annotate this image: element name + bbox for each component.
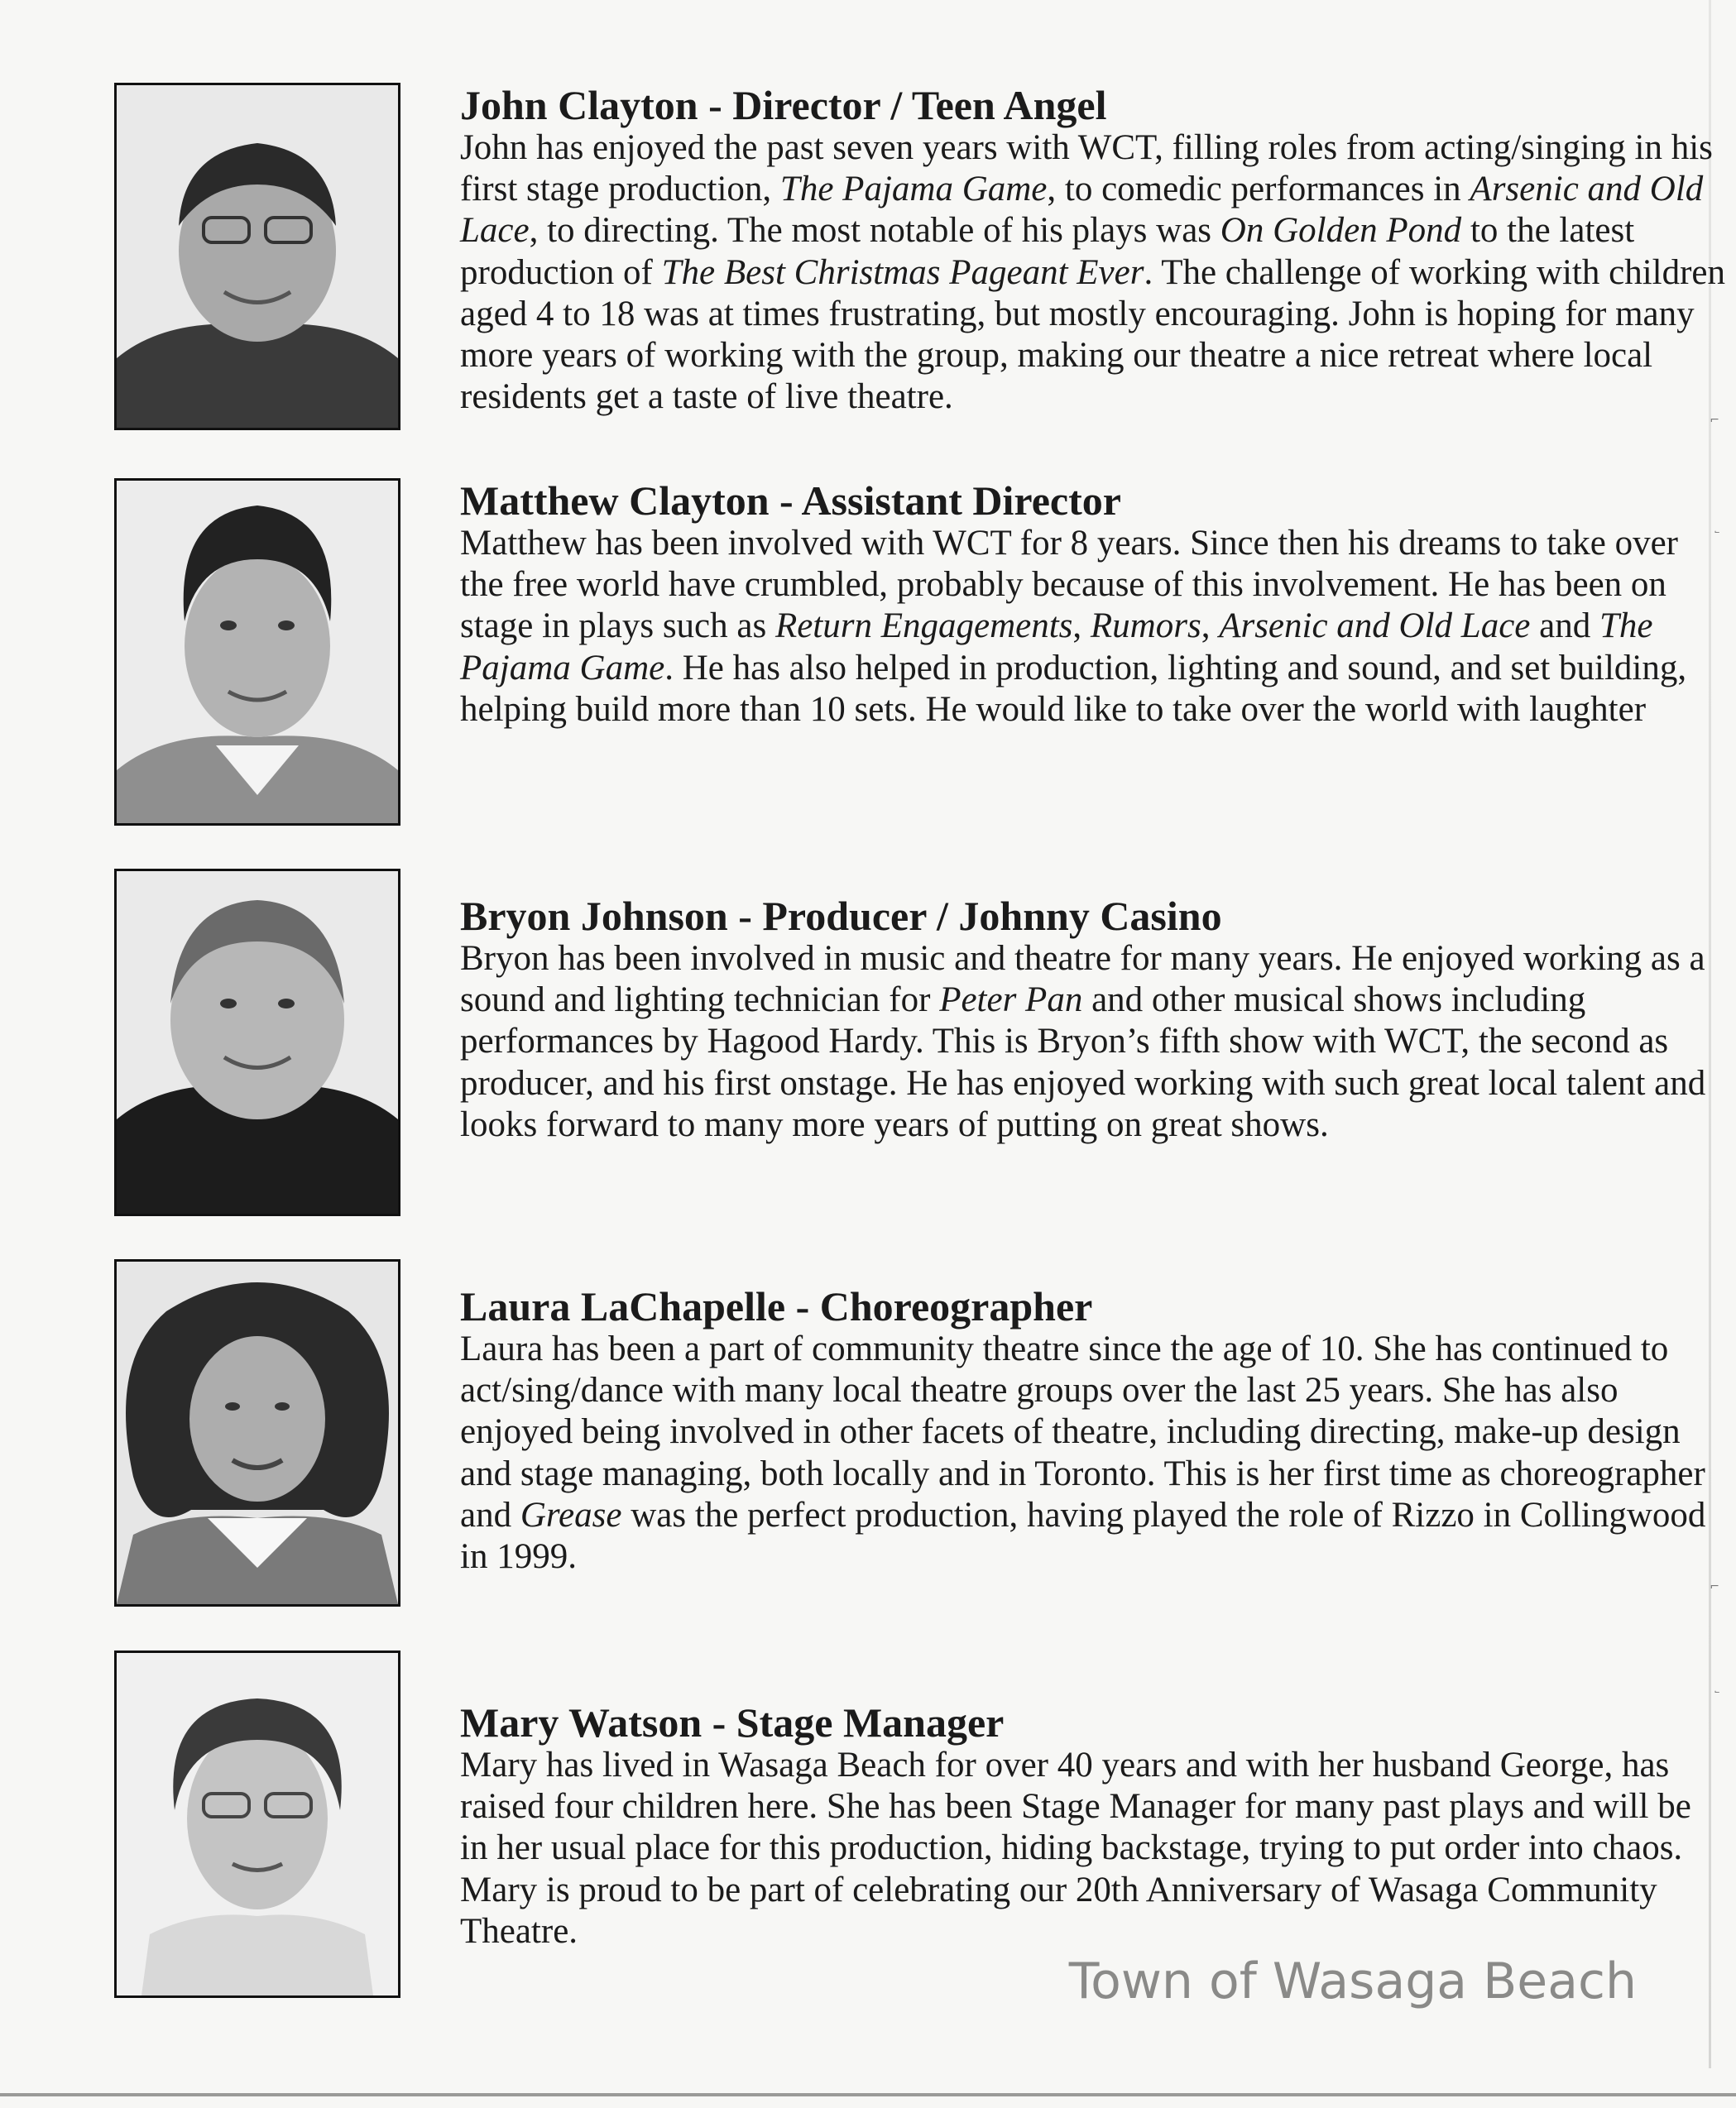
title-reference: Rumors (1090, 606, 1201, 646)
bio-text-run: , (1201, 606, 1220, 646)
watermark-text: Town of Wasaga Beach (1068, 1952, 1637, 2010)
bio-name-heading: Matthew Clayton - Assistant Director (460, 477, 1121, 524)
person-silhouette-icon (117, 871, 398, 1214)
title-reference: Return Engagements (774, 606, 1073, 646)
headshot-photo (114, 1650, 400, 1998)
title-reference: On Golden Pond (1220, 211, 1462, 251)
bio-name-heading: Laura LaChapelle - Choreographer (460, 1283, 1093, 1329)
bio-text-run: and other musical shows including performances by Hagood Hardy. This is Bryon’s fifth show with WCT, the second as producer, and his first onstage. He has enjoyed working with such great local talent and looks forward to many more years of putting on great shows. (460, 980, 1706, 1144)
person-silhouette-icon (117, 85, 398, 428)
bio-text-run: was the perfect production, having played the role of Rizzo in Collingwood in 1999. (460, 1495, 1706, 1577)
bio-paragraph (460, 1329, 1726, 1578)
page-bottom-rule (0, 2093, 1736, 2096)
margin-mark: ˾ (1714, 1680, 1719, 1694)
title-reference: Peter Pan (939, 980, 1083, 1020)
title-reference: The Pajama Game (460, 606, 1653, 687)
bio-text-run: , (1072, 606, 1091, 646)
title-reference: The Best Christmas Pageant Ever (661, 252, 1144, 292)
bio-text-run: Mary has lived in Wasaga Beach for over 40 years and with her husband George, has raised four children here. She has been Stage Manager for many past plays and will be in her usual place for this production, hiding backstage, trying to put order into chaos. Mary is proud to be part of celebrating our 20th Anniversary of Wasaga Community Theatre. (460, 1746, 1691, 1951)
headshot-photo (114, 83, 400, 430)
person-silhouette-icon (117, 481, 398, 823)
bio-text-run: John has enjoyed the past seven years with WCT, filling roles from acting/singing in his first stage production, (460, 128, 1713, 209)
headshot-photo (114, 1259, 400, 1607)
bio-text-run: Matthew has been involved with WCT for 8 years. Since then his dreams to take over the free world have crumbled, probably because of this involvement. He has been on stage in plays such as (460, 524, 1678, 646)
margin-mark: ⌐ (1710, 1580, 1719, 1593)
title-reference: Arsenic and Old Lace (460, 170, 1704, 251)
bio-text-run: . The challenge of working with children aged 4 to 18 was at times frustrating, but mostly encouraging. John is hoping for many more years of working with the group, making our theatre a nice retreat where local residents get a taste of live theatre. (460, 252, 1725, 417)
margin-mark: ⌐ (1710, 414, 1719, 427)
title-reference: Grease (520, 1495, 622, 1535)
bio-name-heading: John Clayton - Director / Teen Angel (460, 82, 1107, 128)
title-reference: The Pajama Game (779, 170, 1048, 209)
person-silhouette-icon (117, 1653, 398, 1995)
bio-paragraph (460, 523, 1726, 731)
bio-paragraph (460, 127, 1726, 418)
bio-text-run: Laura has been a part of community theatre since the age of 10. She has continued to act/sing/dance with many local theatre groups over the last 25 years. She has also enjoyed being involved in other facets of theatre, including directing, make-up design and stage managing, both locally and in Toronto. This is her first time as choreographer and (460, 1329, 1705, 1535)
headshot-photo (114, 478, 400, 826)
title-reference: Arsenic and Old Lace (1219, 606, 1531, 646)
bio-text-run: , to comedic performances in (1047, 170, 1470, 209)
bio-paragraph (460, 938, 1726, 1146)
person-silhouette-icon (117, 1262, 398, 1604)
margin-mark: ˾ (1714, 520, 1719, 534)
bio-text-run: , to directing. The most notable of his plays was (529, 211, 1220, 251)
bio-text-run: to the latest production of (460, 211, 1635, 292)
bio-name-heading: Bryon Johnson - Producer / Johnny Casino (460, 893, 1222, 939)
bio-text-run: Bryon has been involved in music and theatre for many years. He enjoyed working as a sound and lighting technician for (460, 939, 1705, 1020)
bio-paragraph (460, 1745, 1726, 1952)
bio-name-heading: Mary Watson - Stage Manager (460, 1699, 1005, 1746)
headshot-photo (114, 869, 400, 1216)
bio-text-run: . He has also helped in production, lighting and sound, and set building, helping build more than 10 sets. He would like to take over the world with laughter (460, 648, 1687, 729)
bio-text-run: and (1530, 606, 1599, 646)
